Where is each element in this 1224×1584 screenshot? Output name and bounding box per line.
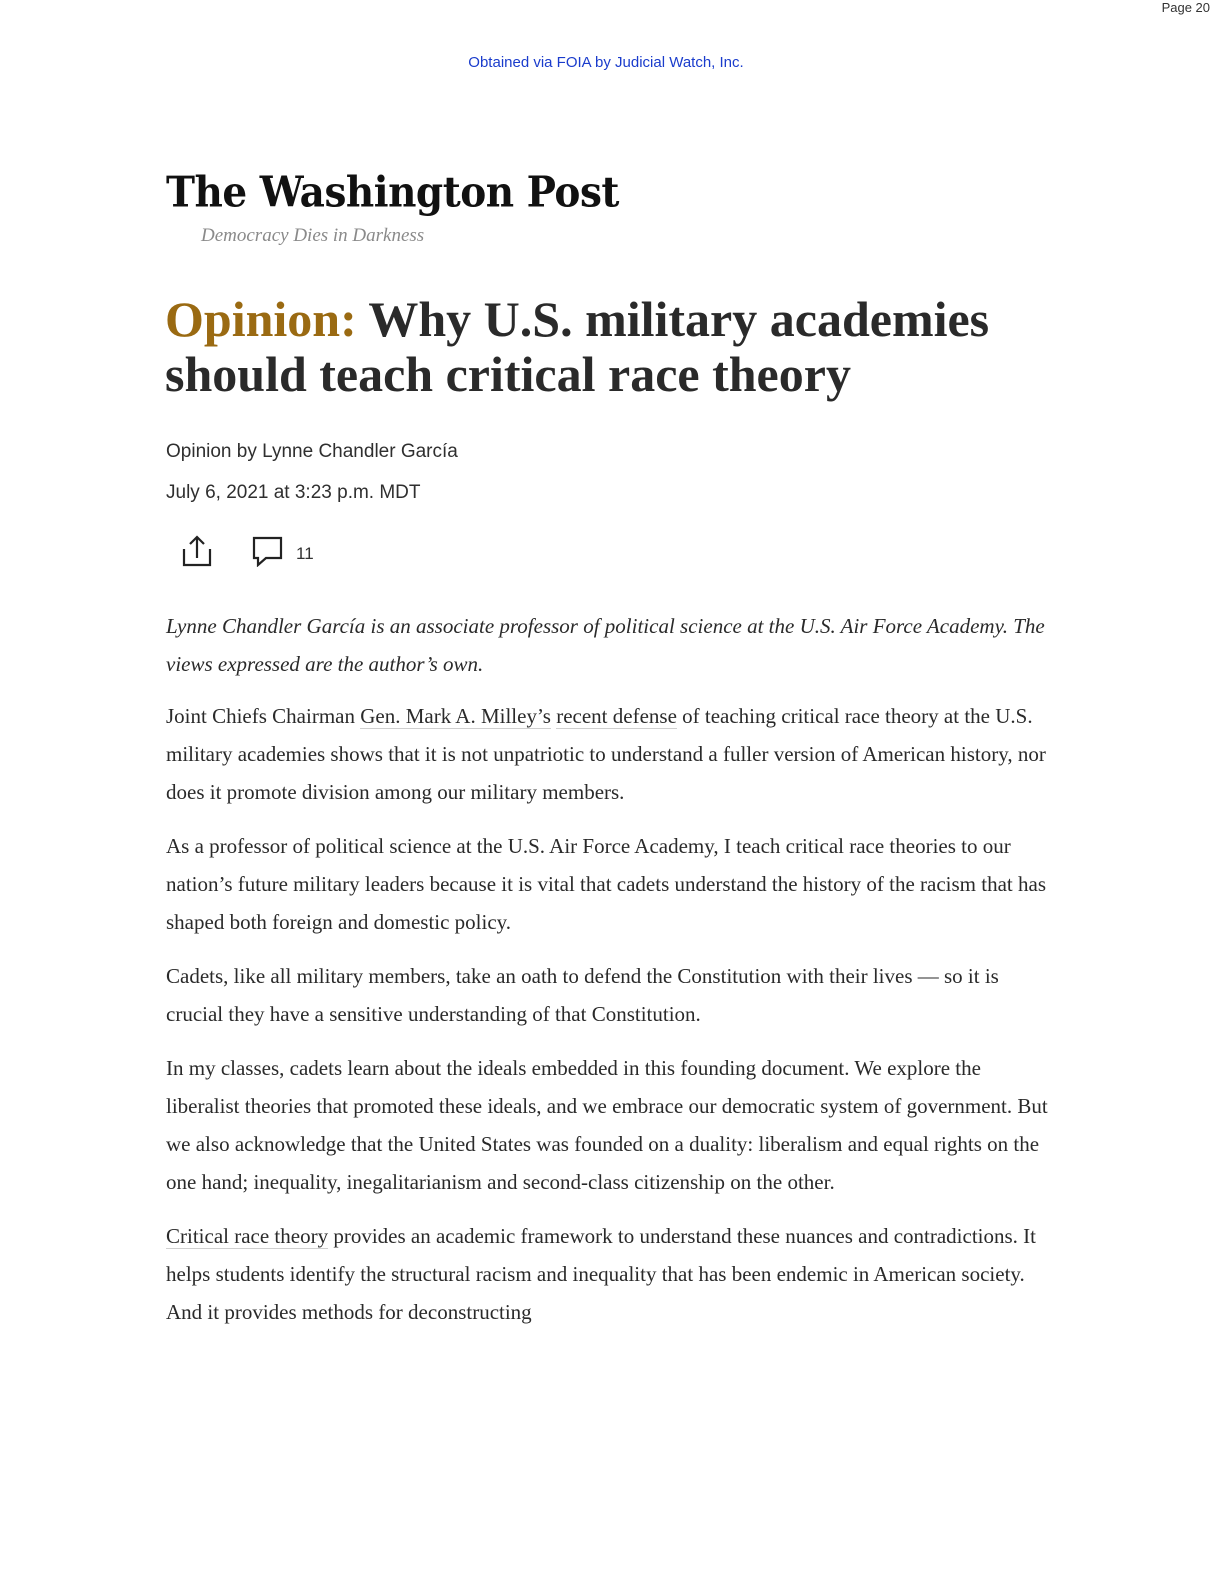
- article-actions: [180, 534, 314, 573]
- paragraph-text: provides an academic framework to understand these nuances and contradictions. It helps students identify the structural racism and inequality that has been endemic in American society. And it provides methods for deconstructing: [166, 1224, 1037, 1324]
- article-paragraph: As a professor of political science at the U.S. Air Force Academy, I teach critical race theories to our nation’s future military leaders because it is vital that cadets understand the history of the racism that has shaped both foreign and domestic policy.: [166, 834, 1046, 934]
- critical-race-theory-link[interactable]: Critical race theory: [166, 1224, 329, 1248]
- comment-icon: [252, 535, 284, 572]
- paragraph-text: Joint Chiefs Chairman: [166, 704, 361, 728]
- dateline: July 6, 2021 at 3:23 p.m. MDT: [166, 482, 421, 503]
- share-icon: [180, 534, 214, 573]
- author-note: Lynne Chandler García is an associate professor of political science at the U.S. Air Force Academy. The views expressed are the author’s own.: [166, 614, 1045, 676]
- paragraph-text: of teaching critical race theory at the U.S. military academies shows that it is not unpatriotic to understand a fuller version of American history, nor does it promote division among our military members.: [166, 704, 1046, 804]
- foia-stamp: Obtained via FOIA by Judicial Watch, Inc.: [468, 54, 744, 71]
- article-paragraph: Cadets, like all military members, take an oath to defend the Constitution with their lives — so it is crucial they have a sensitive understanding of that Constitution.: [166, 964, 999, 1026]
- masthead-tagline: Democracy Dies in Darkness: [201, 225, 425, 246]
- headline-title: Why U.S. military academies should teach critical race theory: [165, 291, 990, 402]
- headline: [165, 292, 1065, 402]
- milley-link[interactable]: Gen. Mark A. Milley’s: [360, 704, 551, 728]
- article-body: [166, 607, 1056, 1347]
- comment-count: 11: [296, 543, 314, 563]
- recent-defense-link[interactable]: recent defense: [556, 704, 677, 728]
- page-cutoff: [0, 1428, 1224, 1584]
- article-paragraph: [166, 1217, 1056, 1331]
- headline-kicker: Opinion:: [165, 291, 357, 347]
- page-number: Page 20: [1161, 0, 1210, 15]
- article-paragraph: In my classes, cadets learn about the ideals embedded in this founding document. We explore the liberalist theories that promoted these ideals, and we embrace our democratic system of government. But we also acknowledge that the United States was founded on a duality: liberalism and equal rights on the one hand; inequality, inegalitarianism and second-class citizenship on the other.: [166, 1056, 1048, 1194]
- article-paragraph: [166, 697, 1056, 811]
- masthead-logo[interactable]: The Washington Post: [166, 167, 619, 218]
- share-button[interactable]: [180, 534, 214, 573]
- byline: Opinion by Lynne Chandler García: [166, 441, 458, 462]
- comments-button[interactable]: [252, 535, 314, 572]
- masthead: [166, 167, 619, 247]
